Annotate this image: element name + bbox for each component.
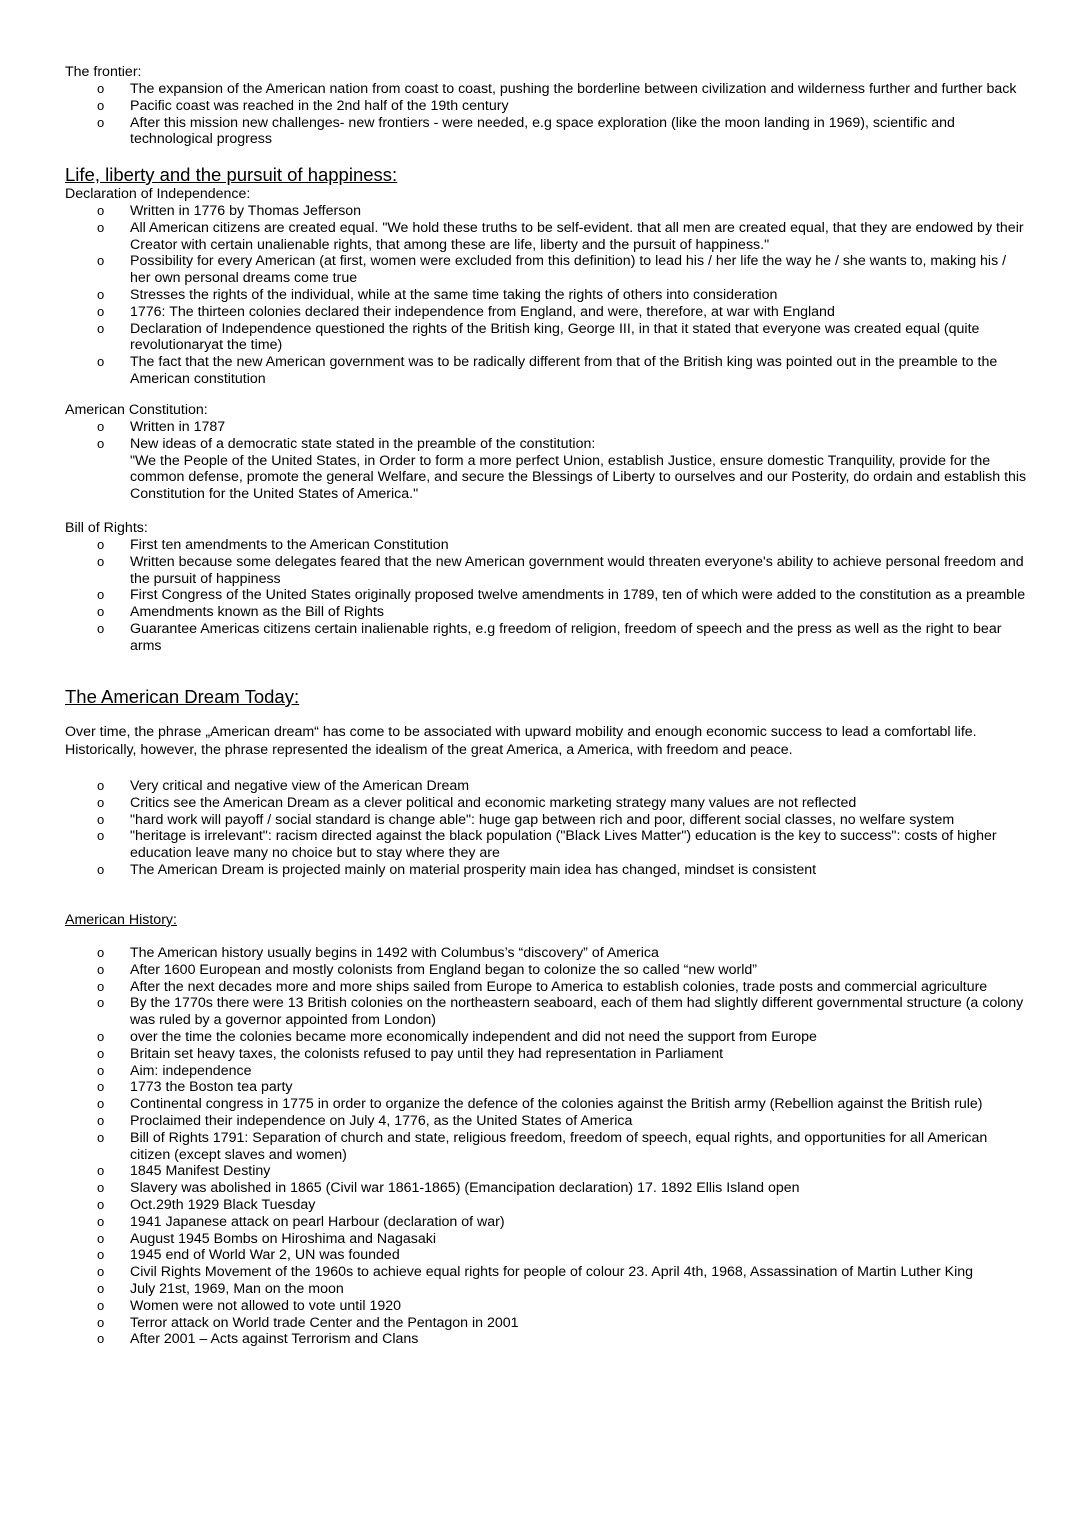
constitution-label: American Constitution: bbox=[65, 402, 208, 418]
bullet-icon: o bbox=[97, 1213, 105, 1229]
list-item: o By the 1770s there were 13 British colonies on the northeastern seaboard, each of them had slightly different governmental structure (a colony was ruled by a governor appointed from London) bbox=[97, 995, 1024, 1029]
list-item: o After 1600 European and mostly colonists from England began to colonize the so called “new world” bbox=[97, 961, 757, 978]
bill-of-rights-label: Bill of Rights: bbox=[65, 520, 148, 536]
list-item: o Terror attack on World trade Center and the Pentagon in 2001 bbox=[97, 1314, 519, 1331]
list-item: o Possibility for every American (at first, women were excluded from this definition) to lead his / her life the way he / she wants to, making his / her own personal dreams come true bbox=[97, 253, 1007, 287]
bullet-icon: o bbox=[97, 1331, 105, 1347]
bullet-icon: o bbox=[97, 419, 105, 434]
american-history-list bbox=[0, 945, 1080, 1348]
bullet-icon: o bbox=[97, 978, 105, 994]
bullet-icon: o bbox=[97, 354, 105, 370]
bullet-icon: o bbox=[97, 861, 105, 877]
list-item: o After 2001 – Acts against Terrorism and Clans bbox=[97, 1331, 419, 1348]
bullet-icon: o bbox=[97, 203, 105, 218]
list-item: o Stresses the rights of the individual, while at the same time taking the rights of others into consideration bbox=[97, 286, 778, 303]
list-item: o August 1945 Bombs on Hiroshima and Nagasaki bbox=[97, 1230, 436, 1247]
declaration-label: Declaration of Independence: bbox=[65, 186, 251, 202]
list-item: o Civil Rights Movement of the 1960s to achieve equal rights for people of colour 23. April 4th, 1968, Assassination of Martin Luther King bbox=[97, 1264, 974, 1281]
bullet-icon: o bbox=[97, 97, 105, 113]
list-item: o All American citizens are created equal. "We hold these truths to be self-evident. that all men are created equal, that they are endowed by their Creator with certain unalienable rights, that among these are life, liberty and the pursuit of happiness." bbox=[97, 219, 1024, 253]
list-item: o The American history usually begins in 1492 with Columbus’s “discovery” of America bbox=[97, 945, 659, 961]
bullet-icon: o bbox=[97, 828, 105, 844]
bullet-icon: o bbox=[97, 320, 105, 336]
bill-of-rights-list bbox=[0, 537, 1080, 655]
bullet-icon: o bbox=[97, 811, 105, 827]
list-item: o Written in 1787 bbox=[97, 419, 226, 435]
bullet-icon: o bbox=[97, 1163, 105, 1179]
bullet-icon: o bbox=[97, 1196, 105, 1212]
list-item: o "heritage is irrelevant": racism directed against the black population ("Black Lives Matter") education is the key to success": costs of higher education leave many no choice but to stay where they are bbox=[97, 828, 997, 862]
frontier-label: The frontier: bbox=[65, 64, 142, 80]
dream-today-list bbox=[0, 778, 1080, 879]
list-item: o Proclaimed their independence on July 4, 1776, as the United States of America bbox=[97, 1112, 633, 1129]
bullet-icon: o bbox=[97, 604, 105, 620]
bullet-icon: o bbox=[97, 587, 105, 603]
bullet-icon: o bbox=[97, 1079, 105, 1095]
bullet-icon: o bbox=[97, 253, 105, 269]
bullet-icon: o bbox=[97, 1314, 105, 1330]
list-item: o After the next decades more and more ships sailed from Europe to America to establish colonies, trade posts and commercial agriculture bbox=[97, 978, 988, 995]
list-item: o Written in 1776 by Thomas Jefferson bbox=[97, 203, 362, 219]
list-item: o Aim: independence bbox=[97, 1062, 252, 1079]
frontier-list bbox=[0, 81, 1080, 148]
bullet-icon: o bbox=[97, 1297, 105, 1313]
bullet-icon: o bbox=[97, 961, 105, 977]
list-item: o Pacific coast was reached in the 2nd half of the 19th century bbox=[97, 97, 509, 114]
bullet-icon: o bbox=[97, 1230, 105, 1246]
list-item: o 1776: The thirteen colonies declared their independence from England, and were, therefore, at war with England bbox=[97, 303, 835, 320]
list-item: o Britain set heavy taxes, the colonists refused to pay until they had representation in Parliament bbox=[97, 1045, 724, 1062]
bullet-icon: o bbox=[97, 1247, 105, 1263]
bullet-icon: o bbox=[97, 620, 105, 636]
bullet-icon: o bbox=[97, 553, 105, 569]
list-item: o 1945 end of World War 2, UN was founded bbox=[97, 1247, 400, 1264]
bullet-icon: o bbox=[97, 1096, 105, 1112]
list-item: o Continental congress in 1775 in order to organize the defence of the colonies against the British army (Rebellion against the British rule) bbox=[97, 1096, 983, 1113]
dream-today-paragraph: Over time, the phrase „American dream“ has come to be associated with upward mobility and enough economic success to lead a comfortabl life. Historically, however, the phrase represented the idealism of the great America, a America, with freedom and peace. bbox=[65, 724, 977, 758]
bullet-icon: o bbox=[97, 995, 105, 1011]
bullet-icon: o bbox=[97, 1045, 105, 1061]
list-item: o 1941 Japanese attack on pearl Harbour (declaration of war) bbox=[97, 1213, 505, 1230]
bullet-icon: o bbox=[97, 81, 105, 96]
bullet-icon: o bbox=[97, 435, 105, 451]
list-item: o Critics see the American Dream as a clever political and economic marketing strategy many values are not reflected bbox=[97, 794, 857, 811]
life-liberty-heading: Life, liberty and the pursuit of happiness: bbox=[65, 164, 398, 185]
bullet-icon: o bbox=[97, 945, 105, 960]
american-history-label: American History: bbox=[65, 912, 177, 928]
bullet-icon: o bbox=[97, 303, 105, 319]
bullet-icon: o bbox=[97, 1264, 105, 1280]
bullet-icon: o bbox=[97, 286, 105, 302]
list-item: o The American Dream is projected mainly on material prosperity main idea has changed, mindset is consistent bbox=[97, 861, 817, 878]
list-item: o Amendments known as the Bill of Rights bbox=[97, 604, 384, 621]
list-item: o "hard work will payoff / social standard is change able": huge gap between rich and poor, different social classes, no welfare system bbox=[97, 811, 955, 828]
bullet-icon: o bbox=[97, 114, 105, 130]
list-item: o Oct.29th 1929 Black Tuesday bbox=[97, 1196, 316, 1213]
list-item: o 1845 Manifest Destiny bbox=[97, 1163, 271, 1180]
list-item: o over the time the colonies became more economically independent and did not need the support from Europe bbox=[97, 1028, 817, 1045]
bullet-icon: o bbox=[97, 537, 105, 552]
dream-today-heading: The American Dream Today: bbox=[65, 686, 300, 707]
list-item: o 1773 the Boston tea party bbox=[97, 1079, 293, 1096]
list-item: o First ten amendments to the American Constitution bbox=[97, 537, 449, 553]
list-item: o Guarantee Americas citizens certain inalienable rights, e.g freedom of religion, freedom of speech and the press as well as the right to bear arms bbox=[97, 620, 1002, 654]
list-item: o After this mission new challenges- new frontiers - were needed, e.g space exploration (like the moon landing in 1969), scientific and technological progress bbox=[97, 114, 955, 148]
bullet-icon: o bbox=[97, 1028, 105, 1044]
bullet-icon: o bbox=[97, 1129, 105, 1145]
declaration-list bbox=[0, 203, 1080, 388]
list-item: o Bill of Rights 1791: Separation of church and state, religious freedom, freedom of speech, equal rights, and opportunities for all American citizen (except slaves and women) bbox=[97, 1129, 988, 1163]
list-item: o New ideas of a democratic state stated in the preamble of the constitution: "We the People of the United States, in Order to form a more perfect Union, establish Justice, ensure domestic Tranquility, provide for the common defense, promote the general Welfare, and secure the Blessings of Liberty to ourselves and our Posterity, do ordain and establish this Constitution for the United States of America." bbox=[97, 435, 1027, 503]
bullet-icon: o bbox=[97, 794, 105, 810]
bullet-icon: o bbox=[97, 778, 105, 793]
constitution-preamble-quote: "We the People of the United States, in Order to form a more perfect Union, establish Justice, ensure domestic Tranquility, provide for the common defense, promote the general Welfare, and secure the Blessings of Liberty to ourselves and our Posterity, do ordain and establish this Constitution for the United States of America." bbox=[130, 452, 1027, 503]
bullet-icon: o bbox=[97, 1280, 105, 1296]
bullet-icon: o bbox=[97, 219, 105, 235]
list-item: o The expansion of the American nation from coast to coast, pushing the borderline between civilization and wilderness further and further back bbox=[97, 81, 1017, 97]
list-item: o Declaration of Independence questioned the rights of the British king, George III, in that it stated that everyone was created equal (quite revolutionaryat the time) bbox=[97, 320, 980, 354]
bullet-icon: o bbox=[97, 1180, 105, 1196]
list-item: o Very critical and negative view of the American Dream bbox=[97, 778, 470, 794]
list-item: o Written because some delegates feared that the new American government would threaten everyone's ability to achieve personal freedom and the pursuit of happiness bbox=[97, 553, 1024, 587]
list-item: o First Congress of the United States originally proposed twelve amendments in 1789, ten of which were added to the constitution as a preamble bbox=[97, 587, 1026, 604]
constitution-list bbox=[0, 419, 1080, 503]
bullet-icon: o bbox=[97, 1062, 105, 1078]
list-item: o Slavery was abolished in 1865 (Civil war 1861-1865) (Emancipation declaration) 17. 1892 Ellis Island open bbox=[97, 1180, 800, 1197]
list-item: o The fact that the new American government was to be radically different from that of the British king was pointed out in the preamble to the American constitution bbox=[97, 354, 998, 387]
bullet-icon: o bbox=[97, 1112, 105, 1128]
list-item: o Women were not allowed to vote until 1920 bbox=[97, 1297, 402, 1314]
list-item: o July 21st, 1969, Man on the moon bbox=[97, 1280, 344, 1297]
